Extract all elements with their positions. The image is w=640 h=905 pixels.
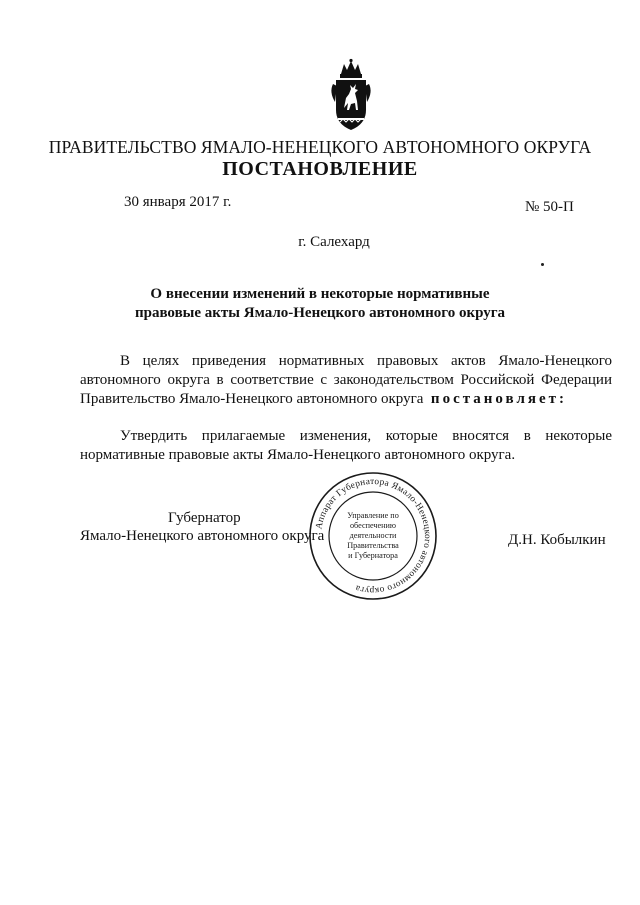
paragraph-2-line-2: нормативные правовые акты Ямало-Ненецкого автономного округа.	[80, 447, 516, 463]
paragraph-1-line-2: автономного округа в соответствие с законодательством Российской Федерации	[80, 372, 612, 388]
resolution-verb: постановляет:	[430, 391, 567, 407]
paragraph-2-line-1: Утвердить прилагаемые изменения, которые вносятся в некоторые	[120, 428, 612, 444]
document-subject	[0, 285, 640, 323]
stamp-inner-line-1: Управление по	[347, 511, 399, 520]
subject-line-2: правовые акты Ямало-Ненецкого автономного округа	[134, 305, 506, 321]
government-name: ПРАВИТЕЛЬСТВО ЯМАЛО-НЕНЕЦКОГО АВТОНОМНОГО ОКРУГА	[48, 137, 592, 157]
signer-position-line-1: Губернатор	[168, 510, 241, 526]
stamp-inner-line-5: и Губернатора	[348, 551, 398, 560]
paragraph-1-line-3-text: Правительство Ямало-Ненецкого автономного округа	[80, 391, 424, 407]
coat-of-arms-emblem	[327, 58, 375, 134]
body-paragraph-2	[80, 427, 612, 465]
stamp-inner-line-4: Правительства	[347, 541, 399, 550]
stamp-outer-text: Аппарат Губернатора Ямало-Ненецкого автономного округа	[314, 476, 433, 596]
scan-speck	[541, 263, 544, 266]
signer-position-line-2: Ямало-Ненецкого автономного округа	[80, 528, 325, 544]
stamp-inner-line-3: деятельности	[349, 531, 397, 540]
paragraph-1-line-1: В целях приведения нормативных правовых актов Ямало-Ненецкого	[120, 353, 612, 369]
document-number: № 50-П	[525, 199, 574, 215]
document-type-title: ПОСТАНОВЛЕНИЕ	[222, 158, 418, 180]
signer-name: Д.Н. Кобылкин	[508, 532, 606, 548]
body-paragraph-1	[80, 352, 612, 409]
official-stamp	[307, 470, 439, 602]
paragraph-1-line-3	[80, 390, 612, 409]
stamp-inner-line-2: обеспечению	[349, 521, 397, 530]
document-city: г. Салехард	[298, 234, 370, 250]
subject-line-1: О внесении изменений в некоторые нормативные	[150, 286, 490, 302]
document-date: 30 января 2017 г.	[124, 194, 232, 210]
